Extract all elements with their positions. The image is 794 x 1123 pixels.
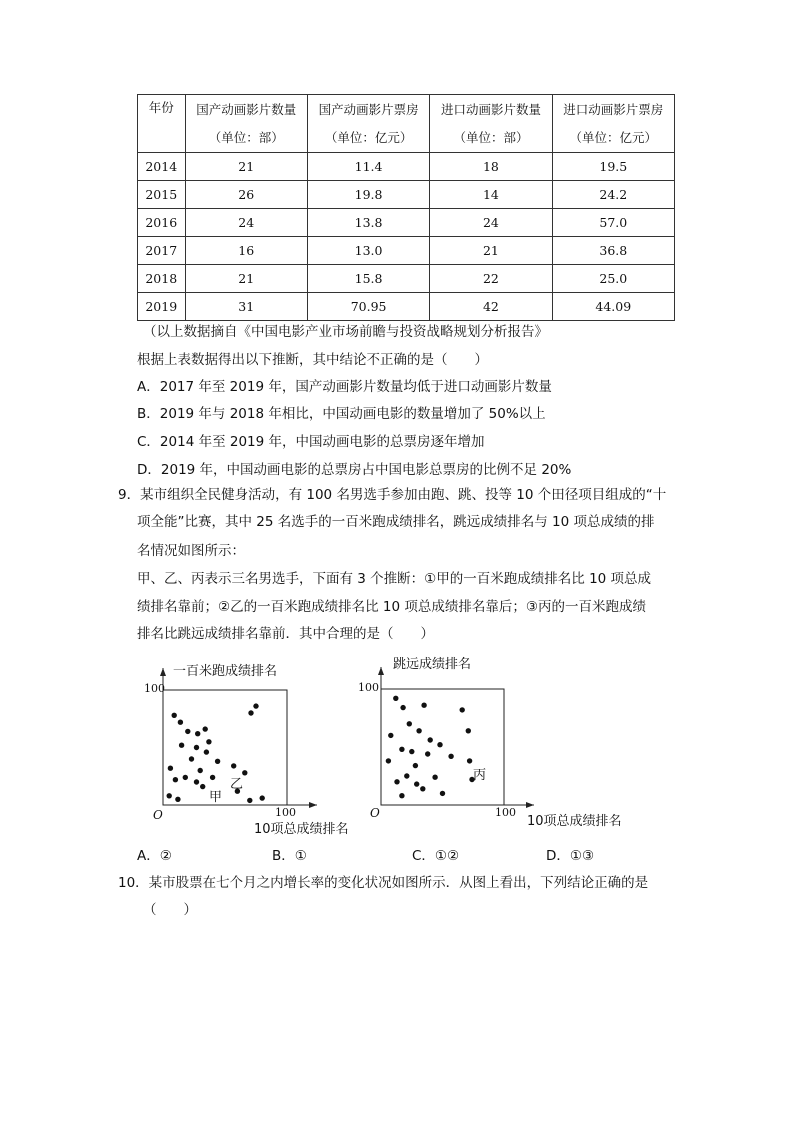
table-cell: 19.8 (307, 181, 429, 209)
table-cell: 31 (185, 293, 307, 321)
chart2-y-tick-100: 100 (358, 681, 379, 694)
chart2-label-bing: 丙 (473, 768, 487, 783)
table-cell: 44.09 (552, 293, 674, 321)
header-domestic-box-line1: 国产动画影片票房 (318, 101, 419, 117)
chart1-label-yi: 乙 (230, 777, 244, 792)
chart2-point (416, 728, 421, 733)
table-cell: 24 (430, 209, 552, 237)
table-cell: 15.8 (307, 265, 429, 293)
table-cell: 25.0 (552, 265, 674, 293)
chart2-point (409, 749, 414, 754)
table-cell: 2019 (138, 293, 186, 321)
table-cell: 21 (185, 153, 307, 181)
chart1-y-axis-label: 一百米跑成绩排名 (173, 664, 278, 679)
chart2-point (407, 721, 412, 726)
table-cell: 13.8 (307, 209, 429, 237)
chart1-label-jia: 甲 (209, 790, 223, 805)
header-import-box-line2: （单位：亿元） (569, 129, 658, 145)
table-cell: 21 (185, 265, 307, 293)
q9-line-5: 绩排名靠前；②乙的一百米跑成绩排名比 10 项总成绩排名靠后；③丙的一百米跑成绩 (137, 599, 646, 615)
header-import-count-line2: （单位：部） (453, 129, 529, 145)
table-cell: 2015 (138, 181, 186, 209)
table-cell: 13.0 (307, 237, 429, 265)
q9-line-1: 9．某市组织全民健身活动，有 100 名男选手参加由跑、跳、投等 10 个田径项目组成的“十 (118, 487, 667, 503)
header-import-count-line1: 进口动画影片数量 (440, 101, 541, 117)
header-year-label: 年份 (148, 100, 174, 115)
q8-option-a: A．2017 年至 2019 年，国产动画影片数量均低于进口动画影片数量 (137, 379, 552, 395)
chart2-point (386, 758, 391, 763)
chart2-x-axis-arrow (526, 802, 534, 808)
table-cell: 2018 (138, 265, 186, 293)
q10-line-2: （ ） (143, 902, 197, 918)
table-cell: 16 (185, 237, 307, 265)
table-source-note: （以上数据摘自《中国电影产业市场前瞻与投资战略规划分析报告》 (143, 324, 548, 340)
header-domestic-box-line2: （单位：亿元） (324, 129, 413, 145)
chart2-point (393, 696, 398, 701)
q8-option-b: B．2019 年与 2018 年相比，中国动画电影的数量增加了 50%以上 (137, 406, 546, 422)
chart2-point (388, 733, 393, 738)
chart2-y-axis-label: 跳远成绩排名 (393, 657, 472, 672)
chart2-point (394, 779, 399, 784)
q9-line-2: 项全能”比赛，其中 25 名选手的一百米跑成绩排名，跳远成绩排名与 10 项总成绩的排 (137, 514, 655, 530)
chart1-origin-label: O (153, 808, 163, 822)
table-cell: 14 (430, 181, 552, 209)
chart2-x-axis-label: 10项总成绩排名 (527, 814, 622, 829)
chart1-y-tick-100: 100 (144, 682, 165, 695)
table-cell: 42 (430, 293, 552, 321)
chart2-plot-frame (381, 689, 504, 805)
chart2-point (414, 781, 419, 786)
chart2-point (425, 751, 430, 756)
chart1-x-axis-label: 10项总成绩排名 (254, 822, 349, 837)
chart2-point (400, 705, 405, 710)
chart2-point (420, 786, 425, 791)
q8-stem: 根据上表数据得出以下推断，其中结论不正确的是（ ） (137, 352, 488, 368)
header-domestic-count-line1: 国产动画影片数量 (196, 101, 297, 117)
table-cell: 57.0 (552, 209, 674, 237)
chart2-point (448, 754, 453, 759)
q8-option-d: D．2019 年，中国动画电影的总票房占中国电影总票房的比例不足 20% (137, 462, 572, 478)
table-cell: 70.95 (307, 293, 429, 321)
chart2-point (466, 728, 471, 733)
table-cell: 18 (430, 153, 552, 181)
chart2-point (432, 775, 437, 780)
header-domestic-count-line2: （单位：部） (208, 129, 284, 145)
chart2-point (440, 791, 445, 796)
chart2-point (399, 747, 404, 752)
table-cell: 24 (185, 209, 307, 237)
q8-option-c: C．2014 年至 2019 年，中国动画电影的总票房逐年增加 (137, 434, 485, 450)
q9-option-a: A．② (137, 848, 172, 864)
chart2-origin-label: O (370, 806, 380, 820)
table-cell: 21 (430, 237, 552, 265)
q9-line-6: 排名比跳远成绩排名靠前．其中合理的是（ ） (137, 626, 434, 642)
q10-line-1: 10．某市股票在七个月之内增长率的变化状况如图所示．从图上看出，下列结论正确的是 (118, 875, 649, 891)
q9-line-3: 名情况如图所示： (137, 543, 245, 559)
table-cell: 11.4 (307, 153, 429, 181)
table-cell: 2016 (138, 209, 186, 237)
chart2-point (467, 758, 472, 763)
table-cell: 26 (185, 181, 307, 209)
table-cell: 36.8 (552, 237, 674, 265)
chart2-y-axis-arrow (378, 667, 384, 675)
chart2-point (460, 707, 465, 712)
chart2-point (399, 793, 404, 798)
chart2-x-tick-100: 100 (495, 806, 516, 819)
q9-option-d: D．①③ (546, 848, 595, 864)
chart2-point (421, 703, 426, 708)
table-cell: 19.5 (552, 153, 674, 181)
q9-option-b: B．① (272, 848, 307, 864)
table-cell: 2017 (138, 237, 186, 265)
chart2-point (404, 773, 409, 778)
header-import-box-line1: 进口动画影片票房 (563, 101, 664, 117)
table-cell: 24.2 (552, 181, 674, 209)
chart1-x-tick-100: 100 (275, 806, 296, 819)
q9-line-4: 甲、乙、丙表示三名男选手，下面有 3 个推断：①甲的一百米跑成绩排名比 10 项总成 (137, 571, 652, 587)
chart2-point (413, 763, 418, 768)
chart2-point (428, 737, 433, 742)
table-cell: 22 (430, 265, 552, 293)
q9-option-c: C．①② (412, 848, 460, 864)
table-cell: 2014 (138, 153, 186, 181)
chart2-point (437, 742, 442, 747)
